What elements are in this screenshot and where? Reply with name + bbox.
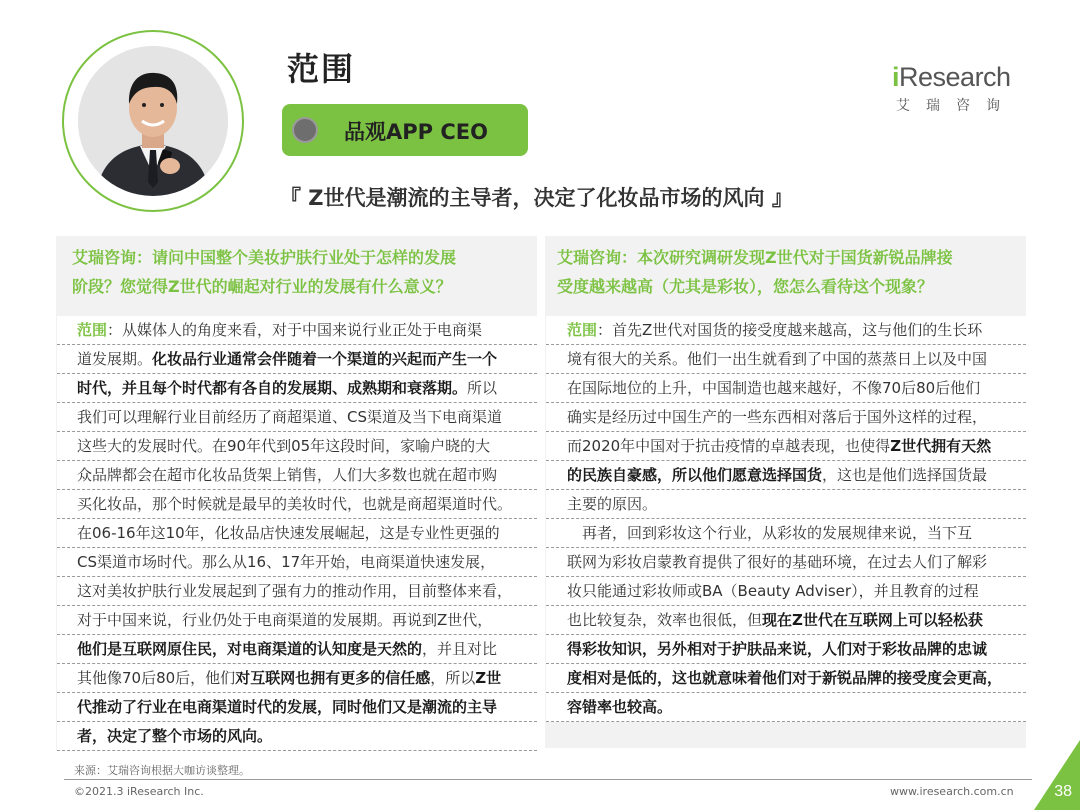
left-interview-panel — [56, 236, 537, 748]
bold-text: 他们是互联网原住民，对电商渠道的认知度是天然的 — [77, 640, 423, 658]
answer-line — [546, 606, 1026, 635]
answer-line — [546, 490, 1026, 519]
logo-word: Research — [899, 62, 1011, 92]
answer-line — [57, 374, 537, 403]
left-question — [56, 243, 537, 301]
copyright: ©2021.3 iResearch Inc. — [74, 785, 204, 798]
bold-text: 得彩妆知识，另外相对于护肤品来说，人们对于彩妆品牌的忠诚 — [567, 640, 988, 658]
answer-line — [57, 577, 537, 606]
answer-line — [546, 664, 1026, 693]
bold-text: 代推动了行业在电商渠道时代的发展，同时他们又是潮流的主导 — [77, 698, 498, 716]
answer-text: 在国际地位的上升，中国制造也越来越好，不像70后80后他们 — [567, 379, 981, 397]
interviewee-title: 品观APP CEO — [344, 120, 488, 144]
bold-text: 容错率也较高。 — [567, 698, 673, 716]
bold-text: 时代，并且每个时代都有各自的发展期、成熟期和衰落期。 — [77, 379, 468, 397]
answer-line — [546, 635, 1026, 664]
bold-text: 现在Z世代在互联网上可以轻松获 — [762, 611, 983, 629]
answer-line — [57, 316, 537, 345]
interviewee-title-badge — [282, 104, 528, 156]
source-note: 来源：艾瑞咨询根据大咖访谈整理。 — [74, 764, 250, 777]
answer-line — [546, 461, 1026, 490]
avatar — [78, 46, 228, 196]
bold-text: 度相对是低的，这也就意味着他们对于新锐品牌的接受度会更高， — [567, 669, 1003, 687]
answer-line — [57, 461, 537, 490]
bold-text: 化妆品行业通常会伴随着一个渠道的兴起而产生一个 — [152, 350, 498, 368]
question-line: 艾瑞咨询：请问中国整个美妆护肤行业处于怎样的发展 — [72, 248, 457, 267]
answer-line — [546, 548, 1026, 577]
answer-text: ，所以 — [430, 669, 476, 687]
answer-line — [57, 432, 537, 461]
answer-line — [546, 345, 1026, 374]
speaker-label: 范围 — [567, 321, 598, 339]
page-number-badge — [1034, 740, 1080, 810]
answer-text: 也比较复杂，效率也很低，但 — [567, 611, 763, 629]
answer-line — [546, 693, 1026, 722]
answer-line — [546, 432, 1026, 461]
answer-text: 在06-16年这10年，化妆品店快速发展崛起，这是专业性更强的 — [77, 524, 500, 542]
website-link[interactable]: www.iresearch.com.cn — [890, 785, 1014, 798]
answer-text: 妆只能通过彩妆师或BA（Beauty Adviser），并且教育的过程 — [567, 582, 979, 600]
answer-text: 而2020年中国对于抗击疫情的卓越表现，也使得 — [567, 437, 891, 455]
answer-text: ：首先Z世代对国货的接受度越来越高，这与他们的生长环 — [597, 321, 983, 339]
answer-text: ：从媒体人的角度来看，对于中国来说行业正处于电商渠 — [107, 321, 483, 339]
answer-text: 这对美妆护肤行业发展起到了强有力的推动作用，目前整体来看， — [77, 582, 513, 600]
bold-text: Z世代拥有天然 — [890, 437, 992, 455]
answer-text: 这些大的发展时代。在90年代到05年这段时间，家喻户晓的大 — [77, 437, 491, 455]
right-question — [545, 243, 1026, 301]
question-line: 阶段？您觉得Z世代的崛起对行业的发展有什么意义？ — [72, 277, 452, 296]
toggle-dot-icon — [292, 117, 318, 143]
answer-text: 再者，回到彩妆这个行业，从彩妆的发展规律来说，当下互 — [567, 524, 973, 542]
iresearch-logo — [892, 62, 1034, 115]
interviewee-name: 范围 — [287, 50, 356, 88]
answer-text: 主要的原因。 — [567, 495, 658, 513]
answer-line — [57, 606, 537, 635]
answer-line — [546, 577, 1026, 606]
answer-line — [57, 345, 537, 374]
answer-text: ，这也是他们选择国货最 — [822, 466, 988, 484]
answer-text: CS渠道市场时代。那么从16、17年开始，电商渠道快速发展， — [77, 553, 496, 571]
footer-divider — [64, 779, 1032, 780]
answer-line — [57, 635, 537, 664]
right-answer — [545, 316, 1026, 722]
answer-text: 道发展期。 — [77, 350, 153, 368]
question-line: 艾瑞咨询：本次研究调研发现Z世代对于国货新锐品牌接 — [557, 248, 953, 267]
answer-text: 联网为彩妆启蒙教育提供了很好的基础环境，在过去人们了解彩 — [567, 553, 988, 571]
logo-i: i — [892, 62, 900, 92]
answer-line — [546, 519, 1026, 548]
logo-cn: 艾瑞咨询 — [896, 98, 1016, 114]
answer-text: 买化妆品，那个时候就是最早的美妆时代，也就是商超渠道时代。 — [77, 495, 513, 513]
question-line: 受度越来越高（尤其是彩妆），您怎么看待这个现象？ — [557, 277, 934, 296]
answer-line — [57, 490, 537, 519]
answer-line — [57, 403, 537, 432]
bold-text: 对互联网也拥有更多的信任感 — [235, 669, 431, 687]
answer-text: 确实是经历过中国生产的一些东西相对落后于国外这样的过程， — [567, 408, 988, 426]
headline-quote: 『 Z世代是潮流的主导者，决定了化妆品市场的风向 』 — [280, 186, 793, 210]
speaker-label: 范围 — [77, 321, 108, 339]
answer-line — [546, 403, 1026, 432]
left-answer — [56, 316, 537, 751]
answer-line — [57, 519, 537, 548]
answer-text: 对于中国来说，行业仍处于电商渠道的发展期。再说到Z世代， — [77, 611, 493, 629]
right-interview-panel — [545, 236, 1026, 748]
answer-line — [57, 722, 537, 751]
answer-text: ，并且对比 — [422, 640, 498, 658]
page-number: 38 — [1054, 783, 1072, 800]
bold-text: 者，决定了整个市场的风向。 — [77, 727, 273, 745]
answer-text: 所以 — [467, 379, 498, 397]
answer-line — [546, 316, 1026, 345]
bold-text: Z世 — [475, 669, 502, 687]
answer-line — [57, 693, 537, 722]
answer-text: 众品牌都会在超市化妆品货架上销售，人们大多数也就在超市购 — [77, 466, 498, 484]
answer-line — [57, 548, 537, 577]
answer-line — [546, 374, 1026, 403]
answer-line — [57, 664, 537, 693]
answer-text: 境有很大的关系。他们一出生就看到了中国的蒸蒸日上以及中国 — [567, 350, 988, 368]
answer-text: 我们可以理解行业目前经历了商超渠道、CS渠道及当下电商渠道 — [77, 408, 502, 426]
answer-text: 其他像70后80后，他们 — [77, 669, 236, 687]
bold-text: 的民族自豪感，所以他们愿意选择国货 — [567, 466, 823, 484]
